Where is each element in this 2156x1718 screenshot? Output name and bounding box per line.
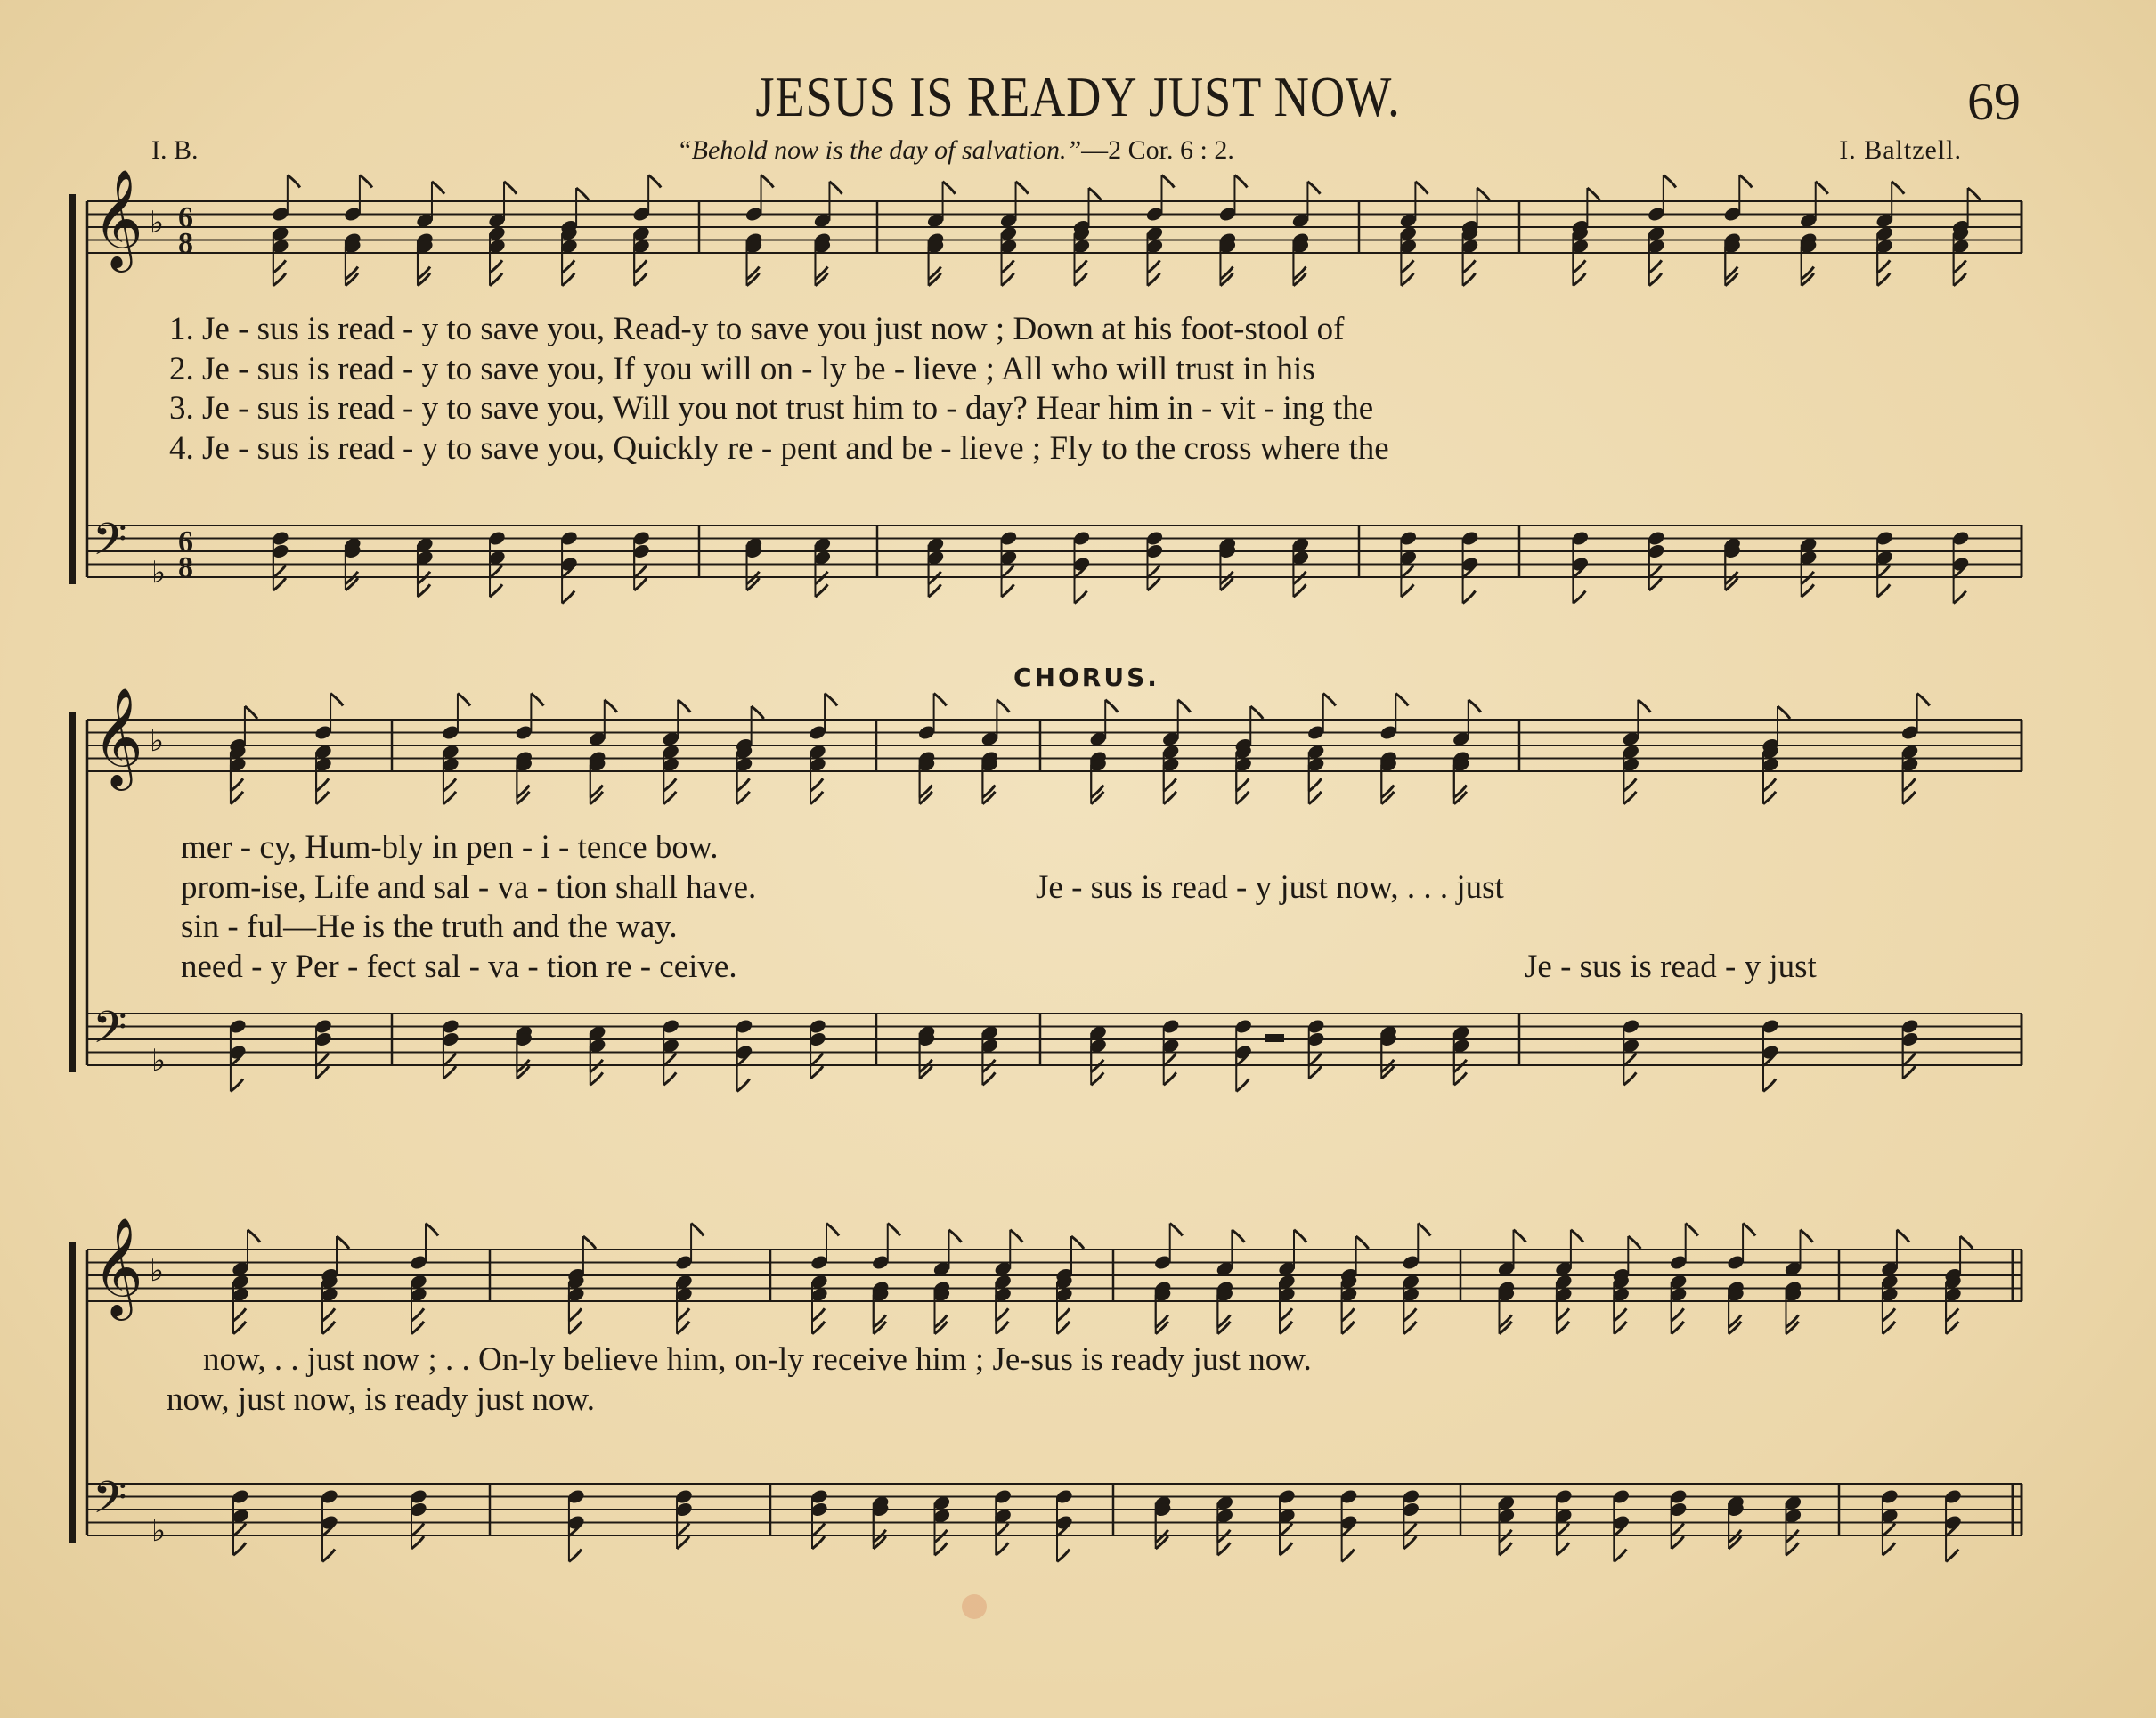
note-flag [569, 1550, 582, 1562]
note-flag [562, 273, 574, 286]
note-flag [1075, 260, 1087, 273]
note-flag [1002, 584, 1014, 597]
note-flag [443, 792, 456, 804]
note-flag [943, 182, 956, 194]
note-flag [418, 584, 430, 597]
note-flag [1147, 566, 1159, 578]
note-flag [1280, 1308, 1292, 1321]
note-flag [531, 694, 543, 706]
note-flag [1917, 694, 1930, 706]
note-flag [1649, 260, 1662, 273]
note-flag [1147, 260, 1159, 273]
note-flag [1573, 591, 1585, 604]
note-flag [1178, 700, 1191, 712]
note-flag [583, 1236, 596, 1249]
note-flag [1236, 778, 1249, 791]
verse-4-line-a: 4. Je - sus is read - y to save you, Quickly re - pent and be - lieve ; Fly to the cross where the [169, 430, 1389, 467]
note-flag [815, 584, 827, 597]
note-flag [1477, 188, 1490, 200]
note-flag [1418, 1224, 1430, 1236]
chorus-line-4: now, just now, is ready just now. [167, 1381, 595, 1418]
note-flag [1164, 778, 1176, 791]
note-flag [245, 706, 257, 719]
note-flag [1816, 182, 1828, 194]
note-flag [1946, 1550, 1958, 1562]
note-flag [929, 584, 941, 597]
bass-clef-icon: 𝄢 [93, 1002, 127, 1064]
chorus-line-3: now, . . just now ; . . On-ly believe him, on-ly receive him ; Je-sus is ready just now. [203, 1341, 1312, 1378]
note-flag [663, 1072, 676, 1085]
note-flag [1557, 1322, 1569, 1334]
note-flag [1147, 578, 1159, 590]
flat-sign-icon: ♭ [151, 1513, 167, 1549]
note-flag [1395, 694, 1408, 706]
note-flag [677, 1524, 689, 1536]
note-flag [1587, 188, 1599, 200]
note-flag [1743, 1224, 1755, 1236]
note-flag [316, 778, 329, 791]
note-flag [663, 778, 676, 791]
note-flag [1075, 591, 1087, 604]
note-flag [1307, 182, 1320, 194]
note-flag [1763, 1079, 1776, 1092]
note-flag [1946, 1322, 1958, 1334]
note-flag [996, 1322, 1008, 1334]
note-flag [1091, 1072, 1103, 1085]
note-flag [1557, 1543, 1569, 1555]
chorus-line-1: Je - sus is read - y just now, . . . just [1036, 869, 1504, 906]
note-flag [829, 182, 842, 194]
note-flag [634, 273, 647, 286]
note-flag [1883, 1322, 1895, 1334]
note-flag [443, 1066, 456, 1079]
note-flag [1573, 260, 1585, 273]
note-flag [1877, 566, 1890, 578]
note-flag [1236, 1079, 1249, 1092]
note-flag [1403, 1536, 1416, 1549]
time-signature-denominator: 8 [178, 227, 193, 260]
note-flag [576, 188, 589, 200]
note-flag [634, 260, 647, 273]
verse-1-line-b: mer - cy, Hum-bly in pen - i - tence bow. [181, 829, 719, 866]
note-flag [231, 778, 243, 791]
verse-1-line-a: 1. Je - sus is read - y to save you, Read-y to save you just now ; Down at his foot-stool of [169, 311, 1345, 347]
note-flag [810, 778, 823, 791]
treble-clef-icon: 𝄞 [93, 687, 143, 786]
note-flag [1903, 792, 1916, 804]
note-flag [1403, 1322, 1416, 1334]
note-flag [1075, 273, 1087, 286]
note-flag [443, 1054, 456, 1066]
note-flag [1280, 1543, 1292, 1555]
note-flag [562, 591, 574, 604]
note-flag [1236, 792, 1249, 804]
note-flag [761, 175, 774, 188]
note-flag [1623, 1072, 1636, 1085]
note-flag [1877, 584, 1890, 597]
note-flag [982, 1072, 995, 1085]
note-flag [432, 182, 444, 194]
scripture-epigraph [677, 135, 1234, 166]
note-flag [1954, 260, 1966, 273]
note-flag [1356, 1236, 1369, 1249]
note-flag [273, 260, 286, 273]
note-flag [1571, 1230, 1583, 1242]
note-flag [231, 792, 243, 804]
note-flag [1232, 1230, 1244, 1242]
note-flag [949, 1230, 962, 1242]
note-flag [1968, 188, 1981, 200]
note-flag [996, 1543, 1008, 1555]
note-flag [1877, 273, 1890, 286]
note-flag [1401, 273, 1413, 286]
note-flag [935, 1543, 948, 1555]
note-flag [411, 1524, 424, 1536]
note-flag [812, 1308, 825, 1321]
note-flag [1903, 1054, 1916, 1066]
note-flag [737, 792, 750, 804]
note-flag [1010, 1230, 1022, 1242]
note-flag [490, 584, 502, 597]
note-flag [648, 175, 661, 188]
system-bracket [69, 1242, 76, 1543]
note-flag [1623, 1054, 1636, 1066]
note-flag [605, 700, 617, 712]
note-flag [322, 1308, 335, 1321]
note-flag [1463, 591, 1476, 604]
note-flag [1557, 1308, 1569, 1321]
flat-sign-icon: ♭ [151, 555, 167, 590]
note-flag [691, 1224, 704, 1236]
note-flag [996, 1524, 1008, 1536]
note-flag [1147, 273, 1159, 286]
note-flag [1883, 1524, 1895, 1536]
note-flag [1342, 1322, 1355, 1334]
note-flag [231, 1079, 243, 1092]
note-flag [1649, 566, 1662, 578]
composer-credit: I. Baltzell. [1839, 135, 1962, 165]
note-flag [1403, 1308, 1416, 1321]
note-flag [443, 778, 456, 791]
note-flag [1401, 584, 1413, 597]
note-flag [1500, 1543, 1512, 1555]
note-flag [1686, 1224, 1698, 1236]
note-flag [1164, 1072, 1176, 1085]
note-flag [1294, 1230, 1306, 1242]
note-flag [1800, 1230, 1812, 1242]
note-flag [569, 1322, 582, 1334]
note-flag [1763, 778, 1776, 791]
note-flag [288, 175, 300, 188]
note-flag [1280, 1524, 1292, 1536]
note-flag [1403, 1524, 1416, 1536]
note-flag [233, 1524, 246, 1536]
chorus-line-2: Je - sus is read - y just [1525, 949, 1817, 985]
note-flag [1946, 1308, 1958, 1321]
note-flag [663, 1054, 676, 1066]
note-flag [562, 260, 574, 273]
note-flag [1614, 1308, 1626, 1321]
note-flag [1672, 1322, 1684, 1334]
note-flag [411, 1322, 424, 1334]
note-flag [678, 700, 690, 712]
note-flag [490, 260, 502, 273]
note-flag [1309, 792, 1322, 804]
system-bracket [69, 712, 76, 1072]
note-flag [1763, 792, 1776, 804]
note-flag [1786, 1543, 1798, 1555]
note-flag [1883, 1543, 1895, 1555]
flat-sign-icon: ♭ [151, 1043, 167, 1079]
note-flag [1161, 175, 1174, 188]
note-flag [1557, 1524, 1569, 1536]
time-signature-numerator: 6 [178, 525, 193, 558]
note-flag [677, 1308, 689, 1321]
note-flag [888, 1224, 900, 1236]
note-flag [1672, 1536, 1684, 1549]
note-flag [1454, 1072, 1467, 1085]
epigraph-reference: —2 Cor. 6 : 2. [1081, 135, 1234, 165]
note-flag [1573, 273, 1585, 286]
note-flag [1649, 578, 1662, 590]
note-flag [316, 1054, 329, 1066]
note-flag [1628, 1236, 1640, 1249]
page-number: 69 [1967, 72, 2021, 131]
note-flag [1672, 1524, 1684, 1536]
note-flag [1342, 1550, 1355, 1562]
note-flag [1309, 778, 1322, 791]
epigraph-quote: “Behold now is the day of salvation.” [677, 135, 1082, 165]
note-flag [826, 1224, 839, 1236]
time-signature-numerator: 6 [178, 201, 193, 234]
note-flag [1170, 1224, 1183, 1236]
note-flag [1897, 1230, 1909, 1242]
paper-stain [962, 1594, 987, 1619]
note-flag [1892, 182, 1904, 194]
note-flag [248, 1230, 260, 1242]
note-flag [1089, 188, 1102, 200]
note-flag [1105, 700, 1118, 712]
note-flag [458, 694, 470, 706]
note-flag [1293, 584, 1306, 597]
note-flag [1903, 778, 1916, 791]
note-flag [273, 566, 286, 578]
note-flag [1250, 706, 1263, 719]
note-flag [1217, 1543, 1230, 1555]
treble-clef-icon: 𝄞 [93, 168, 143, 268]
lyricist-initials: I. B. [151, 135, 199, 165]
note-flag [316, 792, 329, 804]
note-flag [1415, 182, 1428, 194]
note-flag [737, 1079, 750, 1092]
note-flag [411, 1536, 424, 1549]
note-flag [810, 1066, 823, 1079]
flat-sign-icon: ♭ [150, 723, 165, 759]
note-flag [1164, 792, 1176, 804]
note-flag [1649, 273, 1662, 286]
note-flag [1057, 1550, 1070, 1562]
note-flag [634, 566, 647, 578]
system-bracket [69, 194, 76, 584]
note-flag [233, 1308, 246, 1321]
note-flag [812, 1322, 825, 1334]
note-flag [273, 578, 286, 590]
note-flag [590, 1072, 603, 1085]
note-flag [1778, 706, 1790, 719]
note-flag [233, 1322, 246, 1334]
note-flag [634, 578, 647, 590]
note-flag [1664, 175, 1676, 188]
note-flag [1280, 1322, 1292, 1334]
note-flag [1002, 273, 1014, 286]
note-flag [1903, 1066, 1916, 1079]
note-flag [316, 1066, 329, 1079]
note-flag [1638, 700, 1650, 712]
note-flag [812, 1524, 825, 1536]
note-flag [1309, 1054, 1322, 1066]
note-flag [752, 706, 764, 719]
verse-3-line-a: 3. Je - sus is read - y to save you, Will you not trust him to - day? Hear him in - vit - ing the [169, 390, 1374, 427]
note-flag [1463, 273, 1476, 286]
note-flag [1802, 584, 1814, 597]
note-flag [1309, 1066, 1322, 1079]
note-flag [1071, 1236, 1084, 1249]
note-flag [1954, 591, 1966, 604]
note-flag [1002, 260, 1014, 273]
note-flag [569, 1308, 582, 1321]
time-signature-denominator: 8 [178, 551, 193, 584]
note-flag [504, 182, 517, 194]
verse-4-line-b: need - y Per - fect sal - va - tion re - ceive. [181, 949, 737, 985]
note-flag [810, 792, 823, 804]
note-flag [1614, 1322, 1626, 1334]
note-flag [337, 1236, 349, 1249]
note-flag [1877, 260, 1890, 273]
note-flag [1672, 1308, 1684, 1321]
note-flag [411, 1308, 424, 1321]
note-flag [426, 1224, 438, 1236]
note-flag [360, 175, 372, 188]
note-flag [663, 792, 676, 804]
treble-clef-icon: 𝄞 [93, 1217, 143, 1316]
note-flag [997, 700, 1009, 712]
chorus-label: CHORUS. [1013, 663, 1159, 692]
note-flag [1614, 1550, 1626, 1562]
note-flag [490, 566, 502, 578]
note-flag [1463, 260, 1476, 273]
note-flag [1164, 1054, 1176, 1066]
note-flag [1057, 1322, 1070, 1334]
note-flag [677, 1322, 689, 1334]
note-flag [1623, 792, 1636, 804]
note-flag [1960, 1236, 1973, 1249]
bass-clef-icon: 𝄢 [93, 514, 127, 576]
note-flag [1016, 182, 1029, 194]
note-flag [273, 273, 286, 286]
note-flag [812, 1536, 825, 1549]
note-flag [825, 694, 837, 706]
flat-sign-icon: ♭ [150, 205, 165, 240]
verse-2-line-b: prom-ise, Life and sal - va - tion shall have. [181, 869, 757, 906]
note-flag [1002, 566, 1014, 578]
note-flag [1954, 273, 1966, 286]
note-flag [1342, 1308, 1355, 1321]
note-flag [1323, 694, 1336, 706]
note-flag [322, 1550, 335, 1562]
note-flag [1057, 1308, 1070, 1321]
note-flag [233, 1543, 246, 1555]
note-flag [490, 273, 502, 286]
note-flag [1514, 1230, 1526, 1242]
verse-3-line-b: sin - ful—He is the truth and the way. [181, 908, 678, 945]
hymn-title: JESUS IS READY JUST NOW. [755, 65, 1401, 128]
note-flag [1401, 566, 1413, 578]
note-flag [810, 1054, 823, 1066]
note-flag [677, 1536, 689, 1549]
note-flag [934, 694, 947, 706]
note-flag [1739, 175, 1752, 188]
note-flag [1234, 175, 1247, 188]
note-flag [1401, 260, 1413, 273]
note-flag [322, 1322, 335, 1334]
note-flag [1623, 778, 1636, 791]
whole-rest [1265, 1034, 1284, 1042]
note-flag [1883, 1308, 1895, 1321]
flat-sign-icon: ♭ [150, 1253, 165, 1289]
note-flag [996, 1308, 1008, 1321]
bass-clef-icon: 𝄢 [93, 1472, 127, 1535]
note-flag [330, 694, 343, 706]
note-flag [737, 778, 750, 791]
verse-2-line-a: 2. Je - sus is read - y to save you, If you will on - ly be - lieve ; All who will trust in his [169, 351, 1315, 387]
note-flag [1469, 700, 1481, 712]
